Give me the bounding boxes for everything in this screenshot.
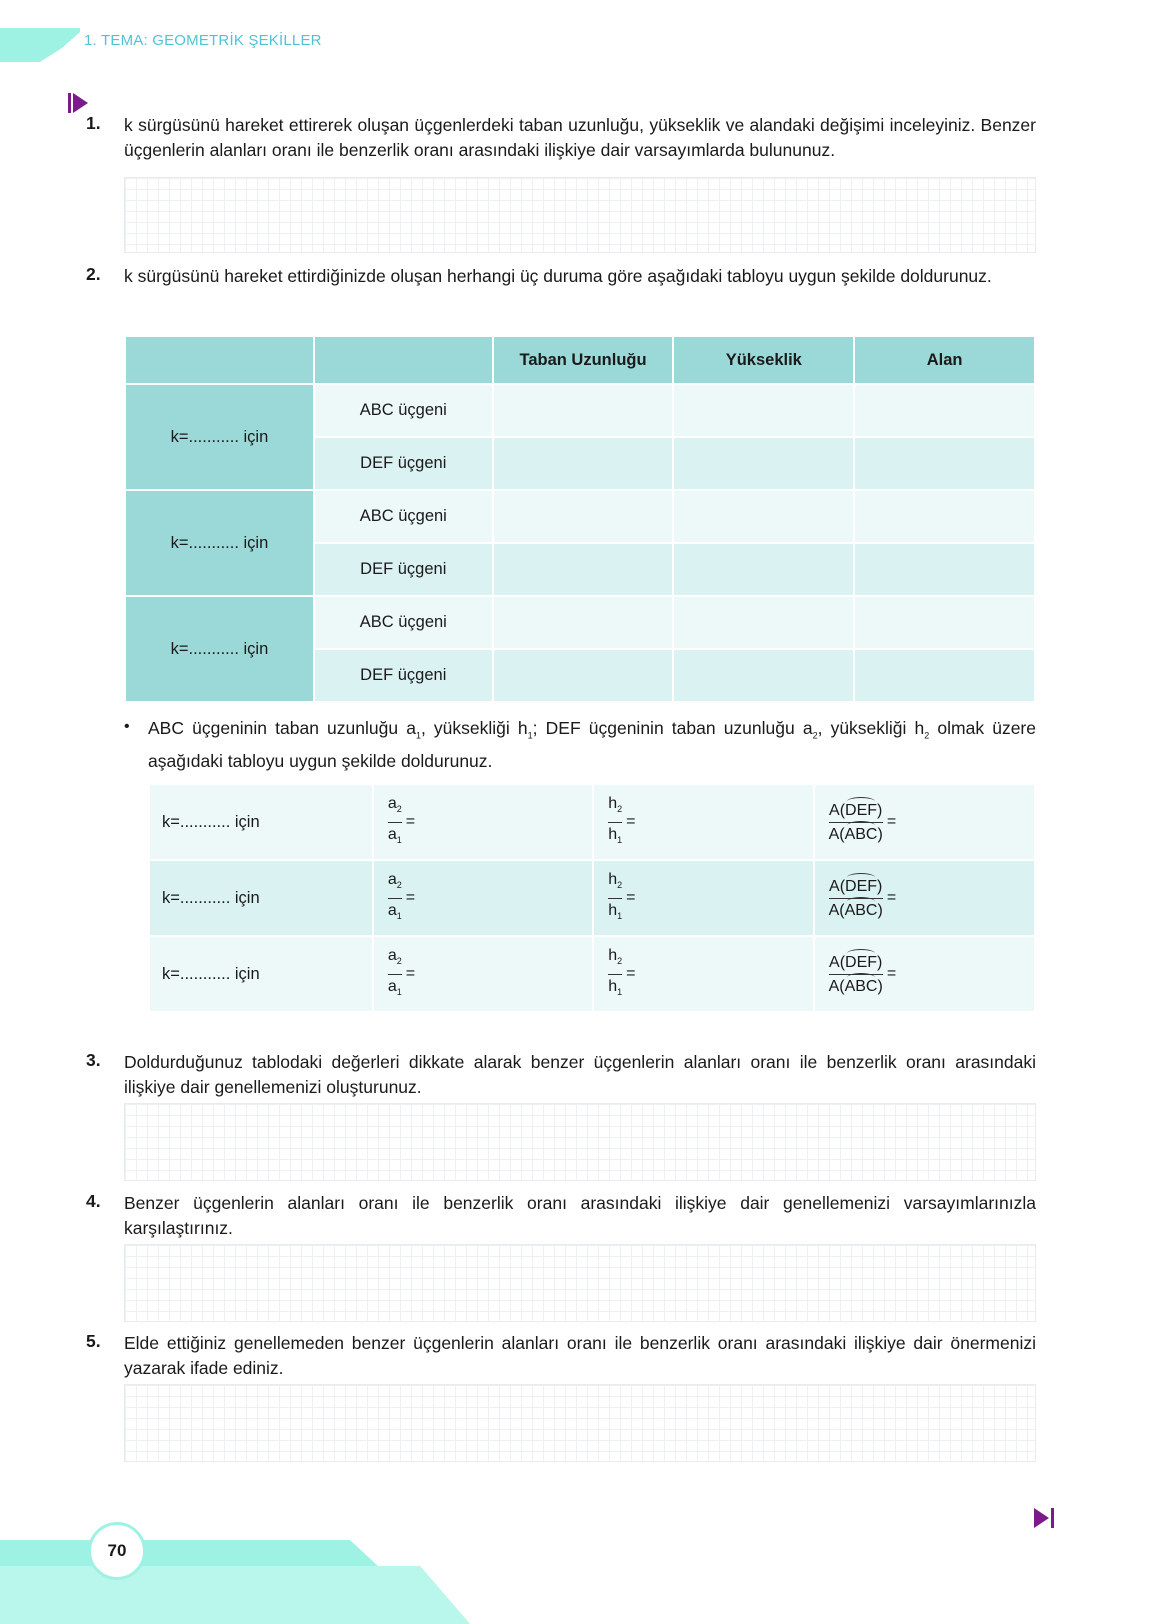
header-taban: Taban Uzunluğu bbox=[494, 337, 673, 383]
question-4-number: 4. bbox=[86, 1191, 101, 1211]
a-ratio-cell[interactable]: $\frac{a_2}{a_1}$ = bbox=[374, 785, 592, 859]
input-cell[interactable] bbox=[674, 650, 853, 701]
input-cell[interactable] bbox=[494, 650, 673, 701]
row-label-def: DEF üçgeni bbox=[315, 650, 492, 701]
question-5-text: Elde ettiğiniz genellemeden benzer üçgenlerin alanları oranı ile benzerlik oranı arasındaki ilişkiye dair önermenizi yazarak ifade ediniz. bbox=[124, 1333, 1036, 1378]
answer-area-5[interactable] bbox=[124, 1384, 1036, 1462]
input-cell[interactable] bbox=[855, 650, 1034, 701]
row-label-def: DEF üçgeni bbox=[315, 544, 492, 595]
input-cell[interactable] bbox=[494, 544, 673, 595]
input-cell[interactable] bbox=[674, 544, 853, 595]
table-header-row bbox=[126, 337, 1034, 383]
input-cell[interactable] bbox=[494, 597, 673, 648]
bullet-text: ABC üçgeninin taban uzunluğu $a_1$, yüksekliği $h_1$; DEF üçgeninin taban uzunluğu $a_2$, yüksekliği $h_2$ olmak üzere aşağıdaki tabloyu uygun şekilde doldurunuz. bbox=[148, 718, 1036, 771]
ratio-table bbox=[148, 783, 1036, 1013]
answer-area-3[interactable] bbox=[124, 1103, 1036, 1181]
h-ratio-cell[interactable]: $\frac{h_2}{h_1}$ = bbox=[594, 785, 812, 859]
k-label: k=........... için bbox=[126, 597, 313, 701]
row-label-abc: ABC üçgeni bbox=[315, 491, 492, 542]
table-row bbox=[126, 491, 1034, 542]
input-cell[interactable] bbox=[674, 597, 853, 648]
a-ratio-cell[interactable]: $\frac{a_2}{a_1}$ = bbox=[374, 937, 592, 1011]
bullet-dot: • bbox=[124, 718, 130, 735]
input-cell[interactable] bbox=[674, 438, 853, 489]
table-row bbox=[150, 785, 1034, 859]
input-cell[interactable] bbox=[674, 385, 853, 436]
row-label-abc: ABC üçgeni bbox=[315, 597, 492, 648]
a-ratio-cell[interactable]: $\frac{a_2}{a_1}$ = bbox=[374, 861, 592, 935]
k-label: k=........... için bbox=[150, 861, 372, 935]
input-cell[interactable] bbox=[494, 491, 673, 542]
k-label: k=........... için bbox=[150, 937, 372, 1011]
question-1-text: k sürgüsünü hareket ettirerek oluşan üçgenlerdeki taban uzunluğu, yükseklik ve alandaki değişimi inceleyiniz. Benzer üçgenlerin alanları oranı ile benzerlik oranı arasındaki ilişkiye dair varsayımlarda bulununuz. bbox=[124, 115, 1036, 160]
table-row bbox=[150, 937, 1034, 1011]
measurement-table bbox=[124, 335, 1036, 703]
input-cell[interactable] bbox=[855, 544, 1034, 595]
area-ratio-cell[interactable]: $\frac{\text{A(DEF)}}{\text{A(ABC)}}$ = bbox=[815, 785, 1034, 859]
row-label-abc: ABC üçgeni bbox=[315, 385, 492, 436]
input-cell[interactable] bbox=[855, 597, 1034, 648]
header-yukseklik: Yükseklik bbox=[674, 337, 853, 383]
table-row bbox=[150, 861, 1034, 935]
answer-area-4[interactable] bbox=[124, 1244, 1036, 1322]
header-theme bbox=[84, 32, 322, 49]
k-label: k=........... için bbox=[126, 491, 313, 595]
row-label-def: DEF üçgeni bbox=[315, 438, 492, 489]
area-ratio-cell[interactable]: $\frac{\text{A(DEF)}}{\text{A(ABC)}}$ = bbox=[815, 861, 1034, 935]
theme-prefix: 1. TEMA: bbox=[84, 32, 148, 49]
header-cell-empty bbox=[315, 337, 492, 383]
input-cell[interactable] bbox=[855, 438, 1034, 489]
header-alan: Alan bbox=[855, 337, 1034, 383]
question-2-text: k sürgüsünü hareket ettirdiğinizde oluşan herhangi üç duruma göre aşağıdaki tabloyu uygun şekilde doldurunuz. bbox=[124, 266, 992, 286]
input-cell[interactable] bbox=[674, 491, 853, 542]
table-row bbox=[126, 597, 1034, 648]
k-label: k=........... için bbox=[126, 385, 313, 489]
question-3-number: 3. bbox=[86, 1050, 101, 1070]
theme-title: GEOMETRİK ŞEKİLLER bbox=[152, 32, 322, 49]
k-label: k=........... için bbox=[150, 785, 372, 859]
input-cell[interactable] bbox=[494, 438, 673, 489]
table-row bbox=[126, 385, 1034, 436]
input-cell[interactable] bbox=[855, 491, 1034, 542]
question-1-number: 1. bbox=[86, 113, 101, 133]
end-arrow-icon bbox=[1034, 1507, 1054, 1529]
header-cell-empty bbox=[126, 337, 313, 383]
area-ratio-cell[interactable]: $\frac{\text{A(DEF)}}{\text{A(ABC)}}$ = bbox=[815, 937, 1034, 1011]
h-ratio-cell[interactable]: $\frac{h_2}{h_1}$ = bbox=[594, 937, 812, 1011]
question-2-number: 2. bbox=[86, 264, 101, 284]
start-arrow-icon bbox=[68, 92, 88, 114]
question-4-text: Benzer üçgenlerin alanları oranı ile benzerlik oranı arasındaki ilişkiye dair genellemenizi varsayımlarınızla karşılaştırınız. bbox=[124, 1193, 1036, 1238]
footer-band bbox=[0, 1540, 470, 1624]
question-5-number: 5. bbox=[86, 1331, 101, 1351]
page-number: 70 bbox=[88, 1522, 146, 1580]
input-cell[interactable] bbox=[855, 385, 1034, 436]
header-band bbox=[0, 28, 80, 62]
answer-area-1[interactable] bbox=[124, 177, 1036, 253]
h-ratio-cell[interactable]: $\frac{h_2}{h_1}$ = bbox=[594, 861, 812, 935]
input-cell[interactable] bbox=[494, 385, 673, 436]
question-3-text: Doldurduğunuz tablodaki değerleri dikkate alarak benzer üçgenlerin alanları oranı ile benzerlik oranı arasındaki ilişkiye dair genellemenizi oluşturunuz. bbox=[124, 1052, 1036, 1097]
